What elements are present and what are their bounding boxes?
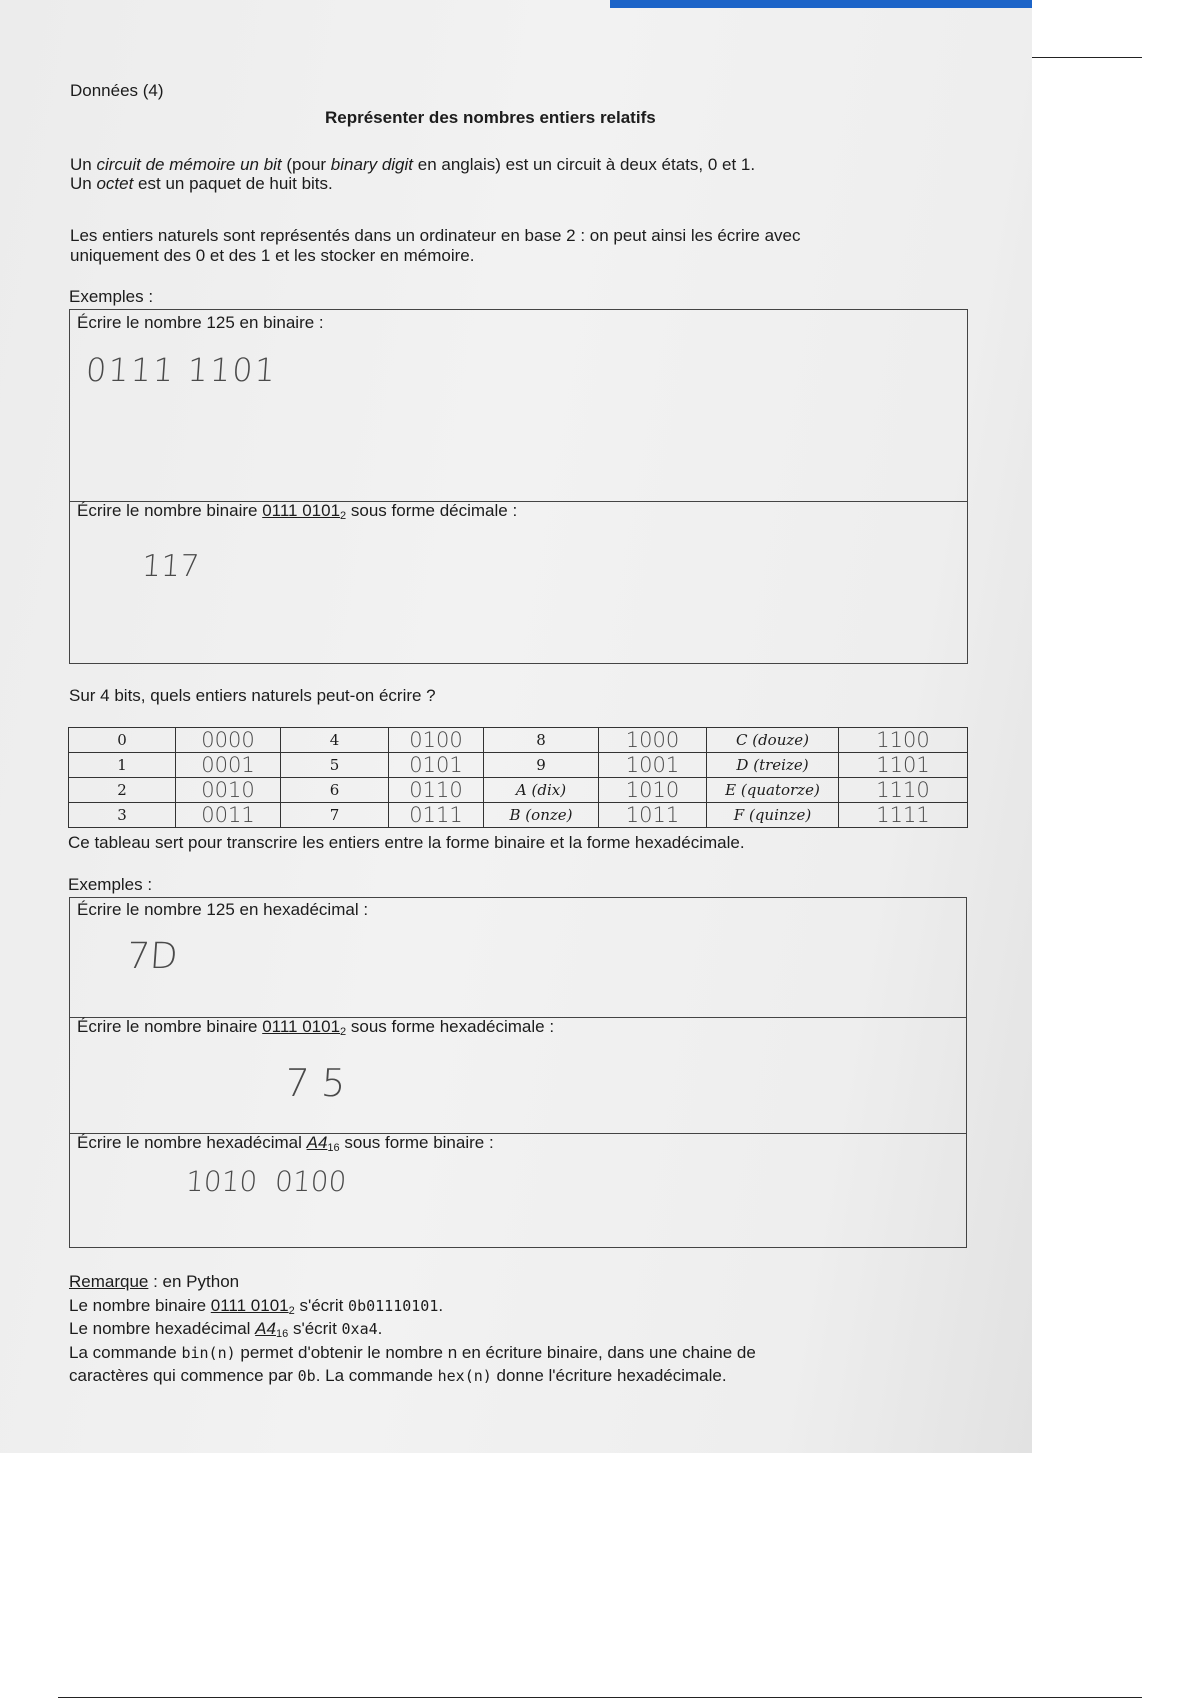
table-cell: 8 bbox=[484, 728, 599, 753]
table-cell: D (treize) bbox=[707, 753, 839, 778]
table-cell-handwritten: 0010 bbox=[176, 778, 281, 803]
table-cell: 6 bbox=[281, 778, 389, 803]
table-cell-handwritten: 0111 bbox=[389, 803, 484, 828]
answer-125-binary: 0111 1101 bbox=[84, 351, 279, 389]
question-hex-to-binary: Écrire le nombre hexadécimal $A4_{16}$ sous forme binaire : bbox=[77, 1133, 494, 1154]
table-cell: 4 bbox=[281, 728, 389, 753]
remark-line-4: caractères qui commence par 0b. La commande hex(n) donne l'écriture hexadécimale. bbox=[69, 1366, 727, 1385]
intro-line-2: Un octet est un paquet de huit bits. bbox=[70, 174, 333, 193]
section-label: Données (4) bbox=[70, 81, 164, 100]
intro-paragraph-line-2: uniquement des 0 et des 1 et les stocker en mémoire. bbox=[70, 246, 475, 265]
table-cell: 0 bbox=[69, 728, 176, 753]
question-125-binary: Écrire le nombre 125 en binaire : bbox=[77, 313, 324, 332]
question-binary-to-decimal: Écrire le nombre binaire 0111 $0101_2$ sous forme décimale : bbox=[77, 501, 518, 522]
table-cell-handwritten: 1010 bbox=[599, 778, 707, 803]
top-rule bbox=[1032, 57, 1142, 58]
table-cell: 5 bbox=[281, 753, 389, 778]
table-cell: 9 bbox=[484, 753, 599, 778]
table-caption: Ce tableau sert pour transcrire les entiers entre la forme binaire et la forme hexadécimale. bbox=[68, 833, 745, 852]
table-cell-handwritten: 0101 bbox=[389, 753, 484, 778]
table-row bbox=[69, 753, 968, 778]
answer-hex-to-binary: 1010 0100 bbox=[184, 1165, 348, 1198]
question-125-hex: Écrire le nombre 125 en hexadécimal : bbox=[77, 900, 369, 919]
table-cell-handwritten: 0011 bbox=[176, 803, 281, 828]
top-blue-edge bbox=[610, 0, 1032, 8]
table-cell-handwritten: 0100 bbox=[389, 728, 484, 753]
table-cell: B (onze) bbox=[484, 803, 599, 828]
table-row bbox=[69, 803, 968, 828]
remark-title: Remarque : en Python bbox=[69, 1272, 240, 1291]
table-cell: E (quatorze) bbox=[707, 778, 839, 803]
answer-binary-to-decimal: 117 bbox=[140, 549, 201, 584]
table-cell: C (douze) bbox=[707, 728, 839, 753]
table-cell: 7 bbox=[281, 803, 389, 828]
page-title: Représenter des nombres entiers relatifs bbox=[325, 108, 656, 127]
table-cell: A (dix) bbox=[484, 778, 599, 803]
examples-label-2: Exemples : bbox=[68, 875, 153, 894]
conversion-table bbox=[68, 727, 968, 828]
answer-125-hex: 7D bbox=[125, 936, 180, 977]
table-cell: 3 bbox=[69, 803, 176, 828]
remark-line-1: Le nombre binaire 0111 $0101_2$ s'écrit 0b01110101. bbox=[69, 1296, 444, 1317]
table-cell: 1 bbox=[69, 753, 176, 778]
table-cell-handwritten: 1011 bbox=[599, 803, 707, 828]
bottom-rule bbox=[58, 1697, 1142, 1698]
table-cell-handwritten: 1000 bbox=[599, 728, 707, 753]
table-cell-handwritten: 1001 bbox=[599, 753, 707, 778]
table-cell-handwritten: 0110 bbox=[389, 778, 484, 803]
examples-label: Exemples : bbox=[69, 287, 154, 306]
table-cell-handwritten: 0000 bbox=[176, 728, 281, 753]
table-cell-handwritten: 1100 bbox=[839, 728, 968, 753]
remark-line-2: Le nombre hexadécimal $A4_{16}$ s'écrit 0xa4. bbox=[69, 1319, 383, 1340]
remark-line-3: La commande bin(n) permet d'obtenir le nombre n en écriture binaire, dans une chaine de bbox=[69, 1343, 756, 1362]
table-row bbox=[69, 728, 968, 753]
intro-paragraph-line-1: Les entiers naturels sont représentés dans un ordinateur en base 2 : on peut ainsi les écrire avec bbox=[70, 226, 801, 245]
answer-binary-to-hex: 7 5 bbox=[283, 1061, 347, 1105]
table-question: Sur 4 bits, quels entiers naturels peut-on écrire ? bbox=[69, 686, 436, 705]
table-cell-handwritten: 0001 bbox=[176, 753, 281, 778]
table-cell: F (quinze) bbox=[707, 803, 839, 828]
table-cell-handwritten: 1110 bbox=[839, 778, 968, 803]
table-cell: 2 bbox=[69, 778, 176, 803]
question-binary-to-hex: Écrire le nombre binaire 0111 $0101_2$ sous forme hexadécimale : bbox=[77, 1017, 555, 1038]
table-cell-handwritten: 1101 bbox=[839, 753, 968, 778]
table-cell-handwritten: 1111 bbox=[839, 803, 968, 828]
table-row bbox=[69, 778, 968, 803]
intro-line-1: Un circuit de mémoire un bit (pour binary digit en anglais) est un circuit à deux états, 0 et 1. bbox=[70, 155, 756, 174]
